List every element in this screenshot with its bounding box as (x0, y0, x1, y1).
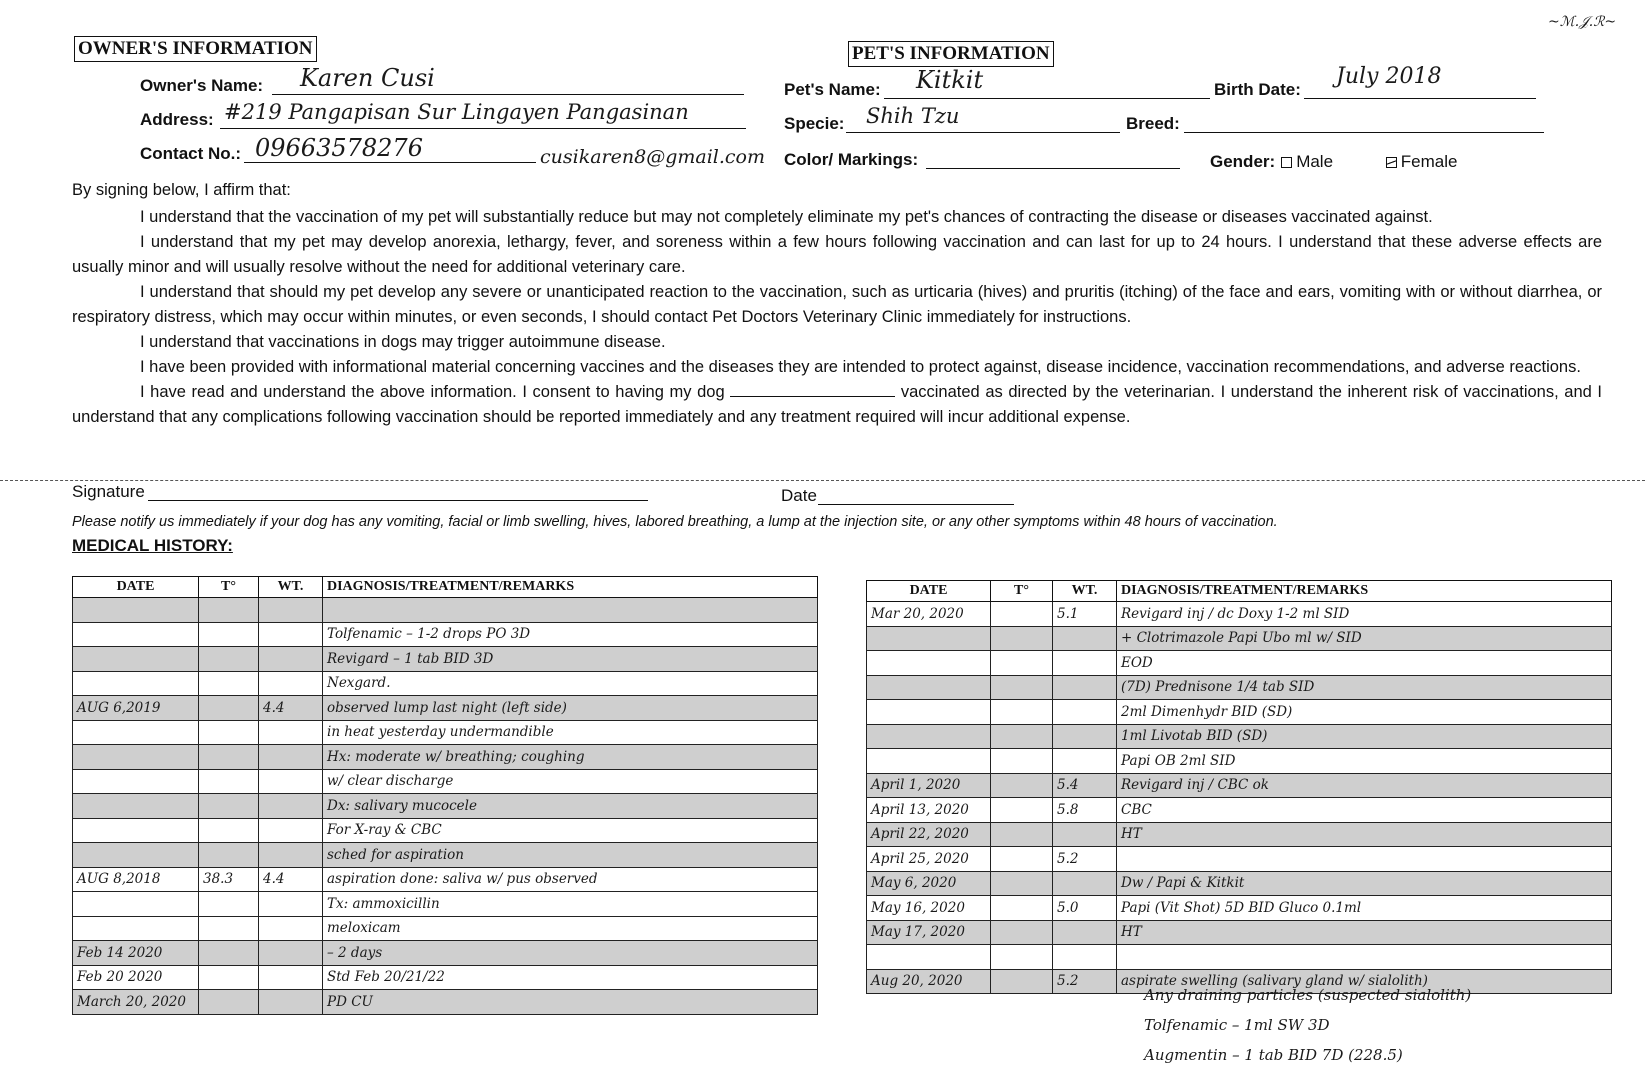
table-row (73, 794, 818, 819)
diagnosis-cell: + Clotrimazole Papi Ubo ml w/ SID (1117, 626, 1612, 651)
table-row (73, 818, 818, 843)
date-cell (867, 651, 991, 676)
temp-cell (199, 941, 259, 966)
date-cell (867, 700, 991, 725)
date-cell (73, 794, 199, 819)
diagnosis-cell: 1ml Livotab BID (SD) (1117, 724, 1612, 749)
temp-cell (991, 626, 1053, 651)
consent-p4: I understand that vaccinations in dogs may trigger autoimmune disease. (140, 333, 666, 351)
date-line (818, 504, 1014, 505)
pet-section-title: PET'S INFORMATION (848, 41, 1054, 67)
date-cell: AUG 8,2018 (73, 867, 199, 892)
temp-cell (199, 794, 259, 819)
diagnosis-cell (1117, 945, 1612, 970)
date-cell (867, 724, 991, 749)
weight-cell (1053, 700, 1117, 725)
date-cell: April 1, 2020 (867, 773, 991, 798)
date-cell (867, 675, 991, 700)
pet-name-label: Pet's Name: (784, 80, 881, 99)
temp-cell (199, 745, 259, 770)
diagnosis-cell (1117, 847, 1612, 872)
table-row (867, 651, 1612, 676)
temp-header: T° (199, 577, 259, 598)
weight-header: WT. (259, 577, 323, 598)
diagnosis-header: DIAGNOSIS/TREATMENT/REMARKS (1117, 581, 1612, 602)
temp-cell: 38.3 (199, 867, 259, 892)
temp-cell (199, 769, 259, 794)
diagnosis-cell: Hx: moderate w/ breathing; coughing (323, 745, 818, 770)
temp-cell (199, 671, 259, 696)
temp-cell (199, 965, 259, 990)
weight-cell: 5.2 (1053, 969, 1117, 994)
weight-cell (259, 671, 323, 696)
table-row (867, 798, 1612, 823)
weight-cell (259, 892, 323, 917)
notice-text: Please notify us immediately if your dog has any vomiting, facial or limb swelling, hives, labored breathing, a lump at the injection site, or any other symptoms within 48 hours of vaccination. (72, 514, 1278, 530)
diagnosis-cell: aspiration done: saliva w/ pus observed (323, 867, 818, 892)
date-cell: April 25, 2020 (867, 847, 991, 872)
table-row (73, 843, 818, 868)
weight-cell (1053, 749, 1117, 774)
date-label: Date (781, 486, 817, 505)
temp-cell (199, 598, 259, 623)
weight-cell: 5.1 (1053, 602, 1117, 627)
table-row (73, 647, 818, 672)
weight-cell (1053, 651, 1117, 676)
diagnosis-cell: Nexgard. (323, 671, 818, 696)
table-row (73, 892, 818, 917)
consent-p6b: vaccinated as directed by the veterinarian. I understand the inherent risk of vaccinations, and I understand that any complications following vaccination should be reported immediately and any treatment required will incur additional expense. (72, 383, 1602, 426)
diagnosis-cell: Papi (Vit Shot) 5D BID Gluco 0.1ml (1117, 896, 1612, 921)
extra-note-1: Any draining particles (suspected sialolith) (1144, 986, 1472, 1004)
date-cell: April 22, 2020 (867, 822, 991, 847)
diagnosis-cell: aspirate swelling (salivary gland w/ sialolith) (1117, 969, 1612, 994)
female-checkbox[interactable] (1386, 157, 1397, 168)
date-cell (73, 671, 199, 696)
address-line (220, 128, 746, 129)
diagnosis-cell: Dx: salivary mucocele (323, 794, 818, 819)
temp-cell (991, 920, 1053, 945)
temp-cell (991, 798, 1053, 823)
weight-cell (1053, 871, 1117, 896)
weight-header: WT. (1053, 581, 1117, 602)
temp-cell (991, 871, 1053, 896)
date-cell (73, 598, 199, 623)
table-row (867, 724, 1612, 749)
contact-label: Contact No.: (140, 144, 242, 163)
weight-cell (259, 598, 323, 623)
temp-header: T° (991, 581, 1053, 602)
date-cell (73, 916, 199, 941)
weight-cell (1053, 626, 1117, 651)
weight-cell (259, 916, 323, 941)
weight-cell (259, 769, 323, 794)
diagnosis-cell: PD CU (323, 990, 818, 1015)
weight-cell (259, 720, 323, 745)
diagnosis-cell: Revigard inj / CBC ok (1117, 773, 1612, 798)
contact-value: 09663578276 (255, 134, 423, 162)
temp-cell (991, 651, 1053, 676)
table-row (73, 671, 818, 696)
temp-cell (991, 945, 1053, 970)
signature-label: Signature (72, 482, 145, 501)
table-header-row (867, 581, 1612, 602)
diagnosis-cell: Papi OB 2ml SID (1117, 749, 1612, 774)
temp-cell (199, 990, 259, 1015)
date-cell (73, 745, 199, 770)
table-row (867, 920, 1612, 945)
diagnosis-cell: meloxicam (323, 916, 818, 941)
date-cell: May 6, 2020 (867, 871, 991, 896)
table-row (867, 602, 1612, 627)
date-cell: March 20, 2020 (73, 990, 199, 1015)
temp-cell (199, 647, 259, 672)
diagnosis-cell: HT (1117, 822, 1612, 847)
date-cell (73, 843, 199, 868)
weight-cell (259, 794, 323, 819)
date-header: DATE (867, 581, 991, 602)
weight-cell (1053, 945, 1117, 970)
owner-name-label: Owner's Name: (140, 76, 264, 95)
weight-cell: 5.0 (1053, 896, 1117, 921)
table-row (73, 941, 818, 966)
pet-name-line (884, 98, 1210, 99)
color-markings-line (926, 168, 1180, 169)
diagnosis-cell: Revigard inj / dc Doxy 1-2 ml SID (1117, 602, 1612, 627)
date-cell (73, 892, 199, 917)
consent-p3: I understand that should my pet develop any severe or unanticipated reaction to the vaccination, such as urticaria (hives) and pruritis (itching) of the face and ears, vomiting with or without diarrhea, or respiratory distress, which may occur within minutes, or even seconds, I should contact Pet Doctors Veterinary Clinic immediately for instructions. (72, 283, 1602, 326)
breed-line (1184, 132, 1544, 133)
diagnosis-cell: HT (1117, 920, 1612, 945)
female-label: Female (1400, 152, 1458, 171)
table-row (867, 773, 1612, 798)
weight-cell (1053, 675, 1117, 700)
birth-date-label: Birth Date: (1214, 80, 1301, 99)
table-row (73, 598, 818, 623)
table-row (867, 945, 1612, 970)
gender-text: Gender: (1210, 152, 1276, 171)
temp-cell (991, 896, 1053, 921)
table-row (73, 622, 818, 647)
date-cell: Mar 20, 2020 (867, 602, 991, 627)
temp-cell (991, 700, 1053, 725)
temp-cell (991, 724, 1053, 749)
email-value: cusikaren8@gmail.com (540, 146, 765, 168)
weight-cell (1053, 822, 1117, 847)
weight-cell (259, 965, 323, 990)
date-cell (73, 622, 199, 647)
diagnosis-cell: Revigard – 1 tab BID 3D (323, 647, 818, 672)
weight-cell (1053, 724, 1117, 749)
weight-cell (259, 818, 323, 843)
temp-cell (991, 969, 1053, 994)
temp-cell (991, 773, 1053, 798)
diagnosis-cell: EOD (1117, 651, 1612, 676)
weight-cell: 4.4 (259, 696, 323, 721)
consent-intro: By signing below, I affirm that: (72, 181, 291, 199)
medical-history-title: MEDICAL HISTORY: (72, 536, 233, 555)
date-cell (73, 818, 199, 843)
date-cell (73, 647, 199, 672)
table-row (73, 720, 818, 745)
consent-p1: I understand that the vaccination of my pet will substantially reduce but may not completely eliminate my pet's chances of contracting the disease or diseases vaccinated against. (140, 208, 1433, 226)
date-cell (867, 945, 991, 970)
consent-text (72, 178, 1602, 430)
diagnosis-cell: (7D) Prednisone 1/4 tab SID (1117, 675, 1612, 700)
table-row (73, 745, 818, 770)
male-label: Male (1296, 152, 1334, 171)
medical-history-table-right (866, 580, 1612, 994)
temp-cell (199, 916, 259, 941)
weight-cell: 5.4 (1053, 773, 1117, 798)
temp-cell (199, 696, 259, 721)
extra-note-3: Augmentin – 1 tab BID 7D (228.5) (1144, 1046, 1403, 1064)
temp-cell (991, 822, 1053, 847)
diagnosis-cell: Dw / Papi & Kitkit (1117, 871, 1612, 896)
table-row (867, 871, 1612, 896)
weight-cell (1053, 920, 1117, 945)
diagnosis-cell: in heat yesterday undermandible (323, 720, 818, 745)
diagnosis-header: DIAGNOSIS/TREATMENT/REMARKS (323, 577, 818, 598)
weight-cell: 5.8 (1053, 798, 1117, 823)
diagnosis-cell: Tx: ammoxicillin (323, 892, 818, 917)
diagnosis-cell: 2ml Dimenhydr BID (SD) (1117, 700, 1612, 725)
date-header: DATE (73, 577, 199, 598)
address-label: Address: (140, 110, 214, 129)
temp-cell (991, 675, 1053, 700)
diagnosis-cell (323, 598, 818, 623)
table-row (867, 847, 1612, 872)
diagnosis-cell: observed lump last night (left side) (323, 696, 818, 721)
date-cell (73, 720, 199, 745)
specie-label: Specie: (784, 114, 845, 133)
temp-cell (991, 749, 1053, 774)
diagnosis-cell: Tolfenamic – 1-2 drops PO 3D (323, 622, 818, 647)
weight-cell (259, 990, 323, 1015)
pet-name-value: Kitkit (916, 66, 984, 94)
table-row (867, 626, 1612, 651)
specie-line (846, 132, 1120, 133)
temp-cell (199, 818, 259, 843)
consent-p6 (72, 380, 1602, 430)
scan-seam (0, 480, 1645, 481)
birth-date-line (1304, 98, 1536, 99)
owner-section-title: OWNER'S INFORMATION (74, 36, 317, 62)
consent-p2: I understand that my pet may develop anorexia, lethargy, fever, and soreness within a few hours following vaccination and can last for up to 24 hours. I understand that these adverse effects are usually minor and will usually resolve without the need for additional veterinary care. (72, 233, 1602, 276)
address-value: #219 Pangapisan Sur Lingayen Pangasinan (224, 100, 689, 124)
table-row (867, 822, 1612, 847)
consent-p6a: I have read and understand the above information. I consent to having my dog (140, 383, 725, 401)
temp-cell (199, 622, 259, 647)
temp-cell (199, 892, 259, 917)
table-row (73, 867, 818, 892)
table-row (867, 675, 1612, 700)
diagnosis-cell: – 2 days (323, 941, 818, 966)
date-cell: AUG 6,2019 (73, 696, 199, 721)
contact-line (244, 162, 536, 163)
date-cell (73, 769, 199, 794)
birth-date-value: July 2018 (1336, 64, 1442, 89)
table-row (73, 769, 818, 794)
temp-cell (199, 720, 259, 745)
gender-label (1210, 152, 1457, 172)
weight-cell: 5.2 (1053, 847, 1117, 872)
table-row (73, 990, 818, 1015)
table-row (867, 896, 1612, 921)
date-cell: May 16, 2020 (867, 896, 991, 921)
diagnosis-cell: Std Feb 20/21/22 (323, 965, 818, 990)
weight-cell (259, 647, 323, 672)
temp-cell (199, 843, 259, 868)
table-row (867, 700, 1612, 725)
diagnosis-cell: For X-ray & CBC (323, 818, 818, 843)
date-cell (867, 626, 991, 651)
table-row (73, 916, 818, 941)
weight-cell: 4.4 (259, 867, 323, 892)
date-cell: April 13, 2020 (867, 798, 991, 823)
corner-initials: ~ℳ.𝒥.ℛ~ (1548, 14, 1617, 30)
signature-line (148, 500, 648, 501)
specie-value: Shih Tzu (866, 104, 960, 128)
weight-cell (259, 745, 323, 770)
owner-name-line (272, 94, 744, 95)
table-row (73, 696, 818, 721)
diagnosis-cell: sched for aspiration (323, 843, 818, 868)
weight-cell (259, 843, 323, 868)
color-markings-label: Color/ Markings: (784, 150, 919, 169)
date-cell: Feb 14 2020 (73, 941, 199, 966)
breed-label: Breed: (1126, 114, 1180, 133)
dog-name-blank (730, 382, 895, 397)
table-header-row (73, 577, 818, 598)
table-row (867, 749, 1612, 774)
medical-history-table-left (72, 576, 818, 1015)
diagnosis-cell: w/ clear discharge (323, 769, 818, 794)
temp-cell (991, 847, 1053, 872)
weight-cell (259, 622, 323, 647)
owner-name-value: Karen Cusi (300, 64, 435, 92)
consent-p5: I have been provided with informational material concerning vaccines and the diseases they are intended to protect against, disease incidence, vaccination recommendations, and adverse reactions. (140, 358, 1581, 376)
date-cell: Feb 20 2020 (73, 965, 199, 990)
diagnosis-cell: CBC (1117, 798, 1612, 823)
date-cell: May 17, 2020 (867, 920, 991, 945)
temp-cell (991, 602, 1053, 627)
male-checkbox[interactable] (1281, 157, 1292, 168)
date-cell (867, 749, 991, 774)
table-row (73, 965, 818, 990)
weight-cell (259, 941, 323, 966)
date-cell: Aug 20, 2020 (867, 969, 991, 994)
extra-note-2: Tolfenamic – 1ml SW 3D (1144, 1016, 1330, 1034)
